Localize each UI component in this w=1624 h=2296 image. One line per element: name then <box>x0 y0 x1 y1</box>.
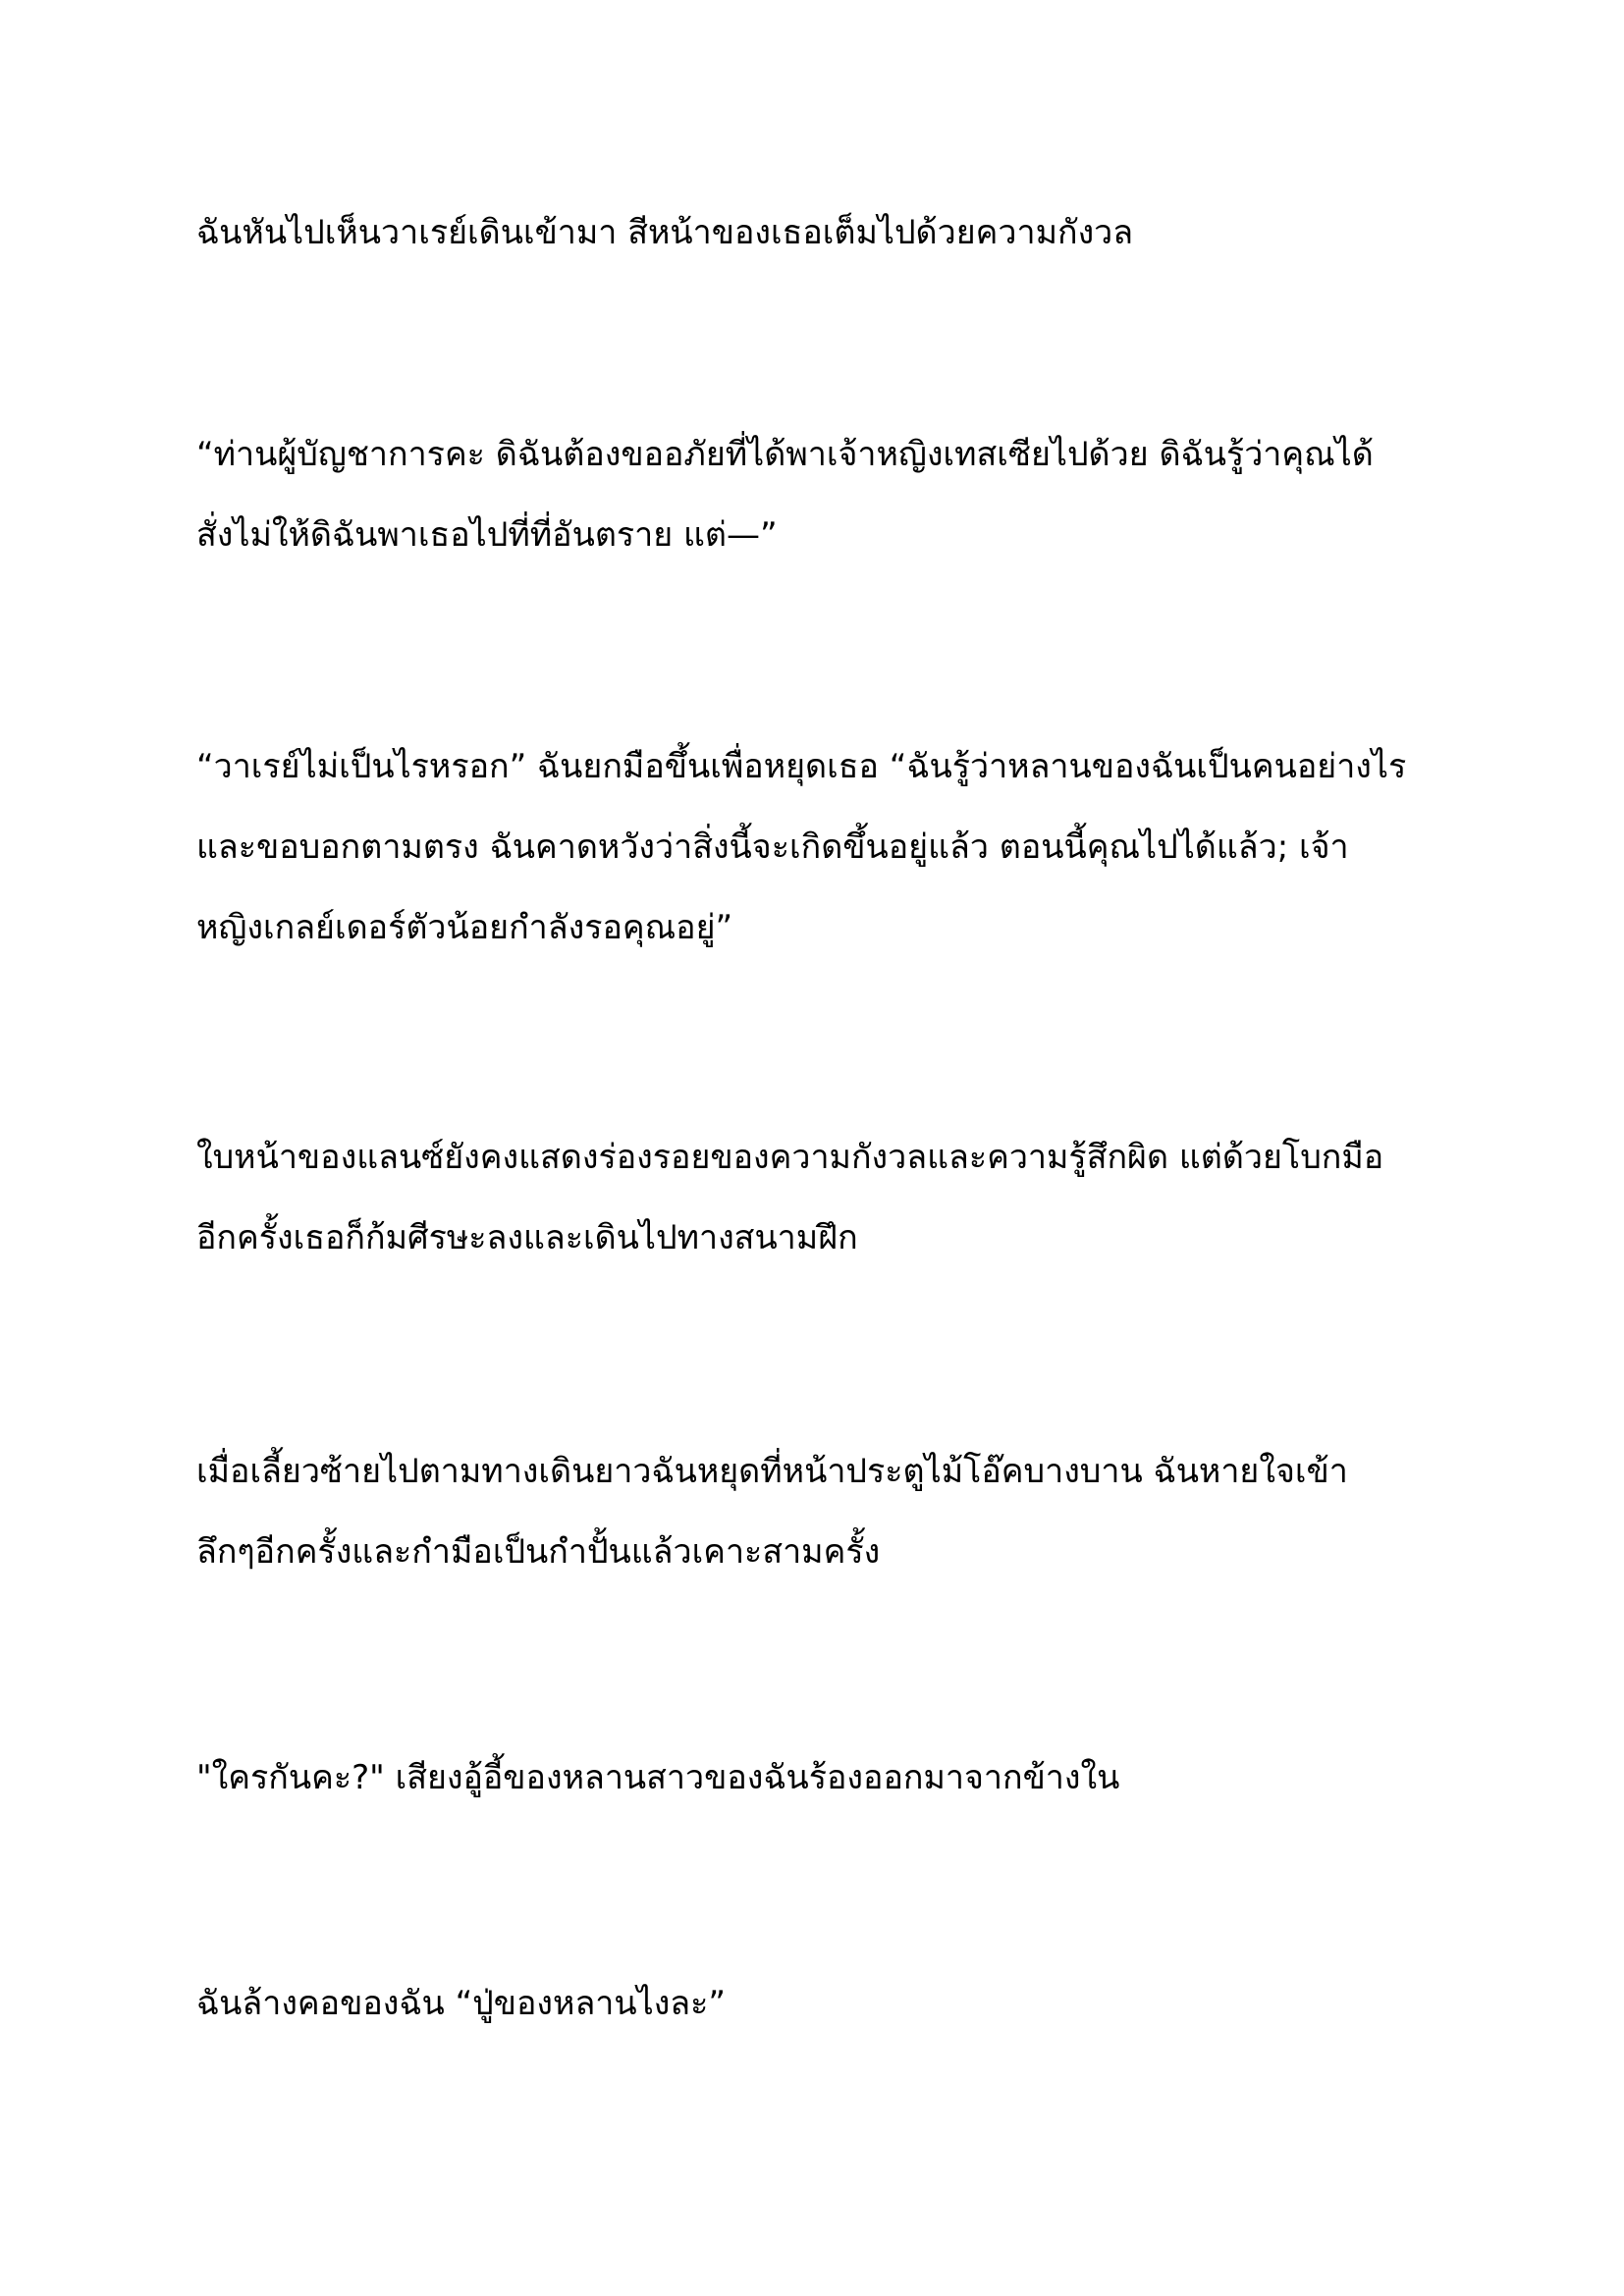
text-line: ลึกๆอีกครั้งและกำมือเป็นกำปั้นแล้วเคาะสามครั้ง <box>196 1532 881 1572</box>
text-line: สั่งไม่ให้ดิฉันพาเธอไปที่ที่อันตราย แต่—” <box>196 515 778 555</box>
paragraph-1 <box>196 192 1434 273</box>
paragraph-3 <box>196 726 1434 968</box>
text-line: “วาเรย์ไม่เป็นไรหรอก” ฉันยกมือขึ้นเพื่อหยุดเธอ “ฉันรู้ว่าหลานของฉันเป็นคนอย่างไร <box>196 747 1407 786</box>
text-line: ฉันล้างคอของฉัน “ปู่ของหลานไงละ” <box>196 1984 727 2023</box>
text-line: ใบหน้าของแลนซ์ยังคงแสดงร่องรอยของความกังวลและความรู้สึกผิด แต่ด้วยโบกมือ <box>196 1138 1384 1177</box>
paragraph-6 <box>196 1737 1434 1818</box>
text-line: ฉันหันไปเห็นวาเรย์เดินเข้ามา สีหน้าของเธอเต็มไปด้วยความกังวล <box>196 213 1134 252</box>
text-line: "ใครกันคะ?" เสียงอู้อี้ของหลานสาวของฉันร้องออกมาจากข้างใน <box>196 1758 1120 1797</box>
text-line: “ท่านผู้บัญชาการคะ ดิฉันต้องขออภัยที่ได้พาเจ้าหญิงเทสเซียไปด้วย ดิฉันรู้ว่าคุณได้ <box>196 435 1374 474</box>
paragraph-5 <box>196 1431 1434 1592</box>
paragraph-4 <box>196 1117 1434 1278</box>
paragraph-2 <box>196 414 1434 575</box>
paragraph-7 <box>196 1963 1434 2044</box>
text-line: และขอบอกตามตรง ฉันคาดหวังว่าสิ่งนี้จะเกิดขึ้นอยู่แล้ว ตอนนี้คุณไปได้แล้ว; เจ้า <box>196 828 1349 867</box>
text-line: เมื่อเลี้ยวซ้ายไปตามทางเดินยาวฉันหยุดที่หน้าประตูไม้โอ๊คบางบาน ฉันหายใจเข้า <box>196 1452 1348 1491</box>
text-line: หญิงเกลย์เดอร์ตัวน้อยกำลังรอคุณอยู่” <box>196 908 733 947</box>
text-line: อีกครั้งเธอก็ก้มศีรษะลงและเดินไปทางสนามฝึก <box>196 1218 858 1257</box>
